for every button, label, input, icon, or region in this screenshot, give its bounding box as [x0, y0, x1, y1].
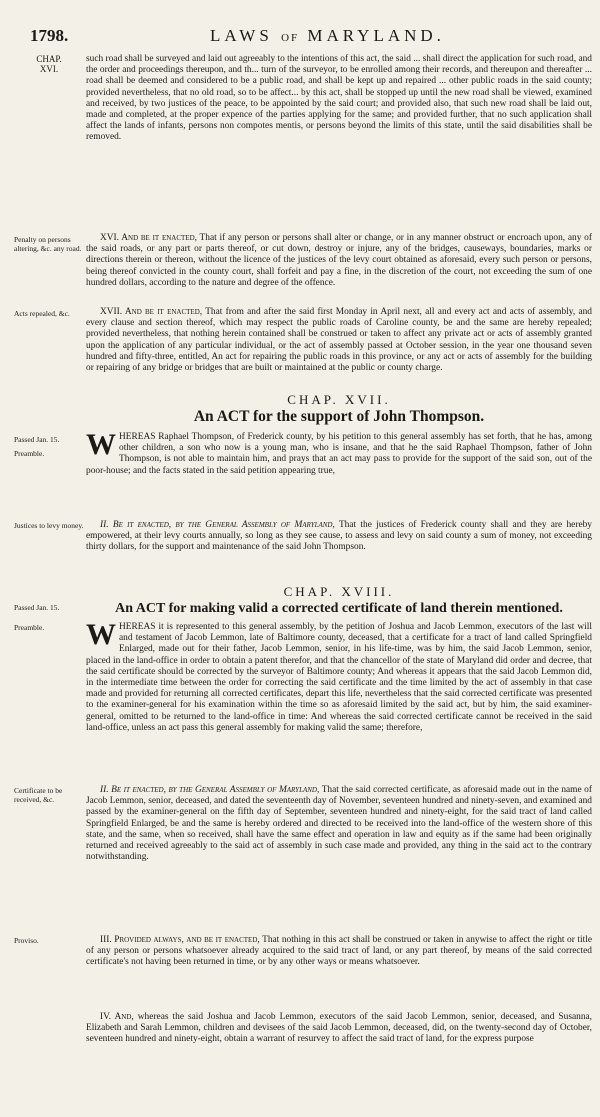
section-ii-thompson: [86, 520, 592, 554]
section-iv-lemmon: [86, 1012, 592, 1046]
paragraph-text: HEREAS it is represented to this general assembly, by the petition of Joshua and Jacob Lemmon, executors of the last will and testament of Jacob Lemmon, late of Baltimore county, deceased, that a certificate for a tract of land called Springfield Enlarged, made out for their father, Jacob Lemmon, senior, in his life-time, was by him, the said Jacob Lemmon, senior, placed in the land-office in order to obtain a patent therefor, and that the chancellor of the state of Maryland did order and decree, that the said certificate should be corrected by the surveyor of Baltimore county; And whereas it appears that the said Jacob Lemmon did, in the intermediate time between the order for correcting the said certificate and the time limited by the act of assembly in that case made and provided for returning all corrected certificates, depart this life, nevertheless that the said corrected certificate was presented to the examiner-general for his examination within the time so as aforesaid limited by the said act, but by him, the said examiner-general, omitted to be returned to the land-office in time: And whereas the said corrected certificate cannot be received in the said land-office, unless an act pass this general assembly for making valid the same; therefore,: [86, 622, 592, 733]
section-continuation: [86, 54, 592, 144]
paragraph-text: That nothing in this act shall be construed or taken in anywise to affect the right or title of any person or persons whatsoever already acquired to the said tract of land, or any part thereof, by means of the said corrected certificate's not having been returned in time, or by any other ways or means whatsoever.: [86, 935, 592, 968]
enacting-clause: II. Be it enacted, by the General Assembly of Maryland,: [100, 520, 335, 530]
margin-acts-repealed: Acts repealed, &c.: [14, 309, 70, 318]
paragraph-warrant: [86, 1012, 592, 1046]
paragraph-text: That from and after the said first Monday in April next, all and every act and acts of assembly, and every clause and section thereof, which may respect the public roads of Caroline county, be and the same are hereby repealed; provided nevertheless, that nothing herein contained shall be construed or taken to affect any private act or acts of assembly granted upon the application of any particular individual, or the act of assembly passed at October session, in the year one thousand seven hundred and fifty-three, entitled, An act for repairing the public roads in this province, or any act or acts of assembly for the building or repairing of any bridge or bridges that are built or maintained at the public or county charge.: [86, 307, 592, 374]
page-year: 1798.: [30, 26, 69, 45]
paragraph-road-survey: such road shall be surveyed and laid out agreeably to the intentions of this act, the said ... shall direct the application for such road, and the order and proceedings thereupon, and th... turn of the surveyor, to be enrolled among their records, and thereupon and thereafter ... road shall be deemed and considered to be a public road, and shall be kept up and repaired ... other public roads in the said county; provided nevertheless, that no old road, so to be affect... by this act, shall be stopped up until the new road shall be viewed, examined and received, by two justices of the peace, to be appointed by the said court; and provided also, that such new road shall be laid out, made and completed, at the proper expence of the parties applying for the same; and provided further, that no such application shall affect the lands of infants, persons non compotes mentis, or persons beyond the limits of this state, until the said disabilities shall be removed.: [86, 54, 592, 143]
title-maryland: MARYLAND.: [307, 26, 445, 45]
margin-passed-1: Passed Jan. 15.: [14, 435, 60, 444]
title-laws: LAWS: [210, 26, 273, 45]
margin-preamble-1: Preamble.: [14, 449, 45, 458]
enacting-clause: XVII. And be it enacted,: [100, 307, 203, 317]
preamble-thompson: [86, 428, 592, 477]
paragraph-penalty: [86, 233, 592, 289]
act-title: An ACT for the support of John Thompson.: [193, 408, 485, 425]
margin-penalty: Penalty on persons altering, &c. any road.: [14, 235, 82, 253]
section-ii-lemmon: [86, 785, 592, 863]
enacting-clause: XVI. And be it enacted,: [100, 233, 197, 243]
act-title: An ACT for making valid a corrected certificate of land therein mentioned.: [115, 601, 563, 616]
chapter-xvii-heading: [86, 392, 592, 425]
drop-cap: W: [86, 428, 116, 461]
chapter-xviii-heading: [86, 584, 592, 617]
margin-justices: Justices to levy money.: [14, 521, 84, 530]
section-iii-lemmon: [86, 935, 592, 969]
section-xvii: [86, 307, 592, 374]
margin-preamble-2: Preamble.: [14, 623, 45, 632]
preamble-lemmon: [86, 618, 592, 734]
paragraph-levy: [86, 520, 592, 554]
margin-passed-2: Passed Jan. 15.: [14, 603, 60, 612]
chapter-number: CHAP. XVIII.: [283, 584, 395, 599]
paragraph-certificate: [86, 785, 592, 863]
margin-chap-word: CHAP.: [36, 54, 62, 64]
page-title: [210, 26, 445, 46]
paragraph-preamble: [86, 428, 592, 477]
margin-proviso: Proviso.: [14, 936, 39, 945]
margin-certificate: Certificate to be received, &c.: [14, 786, 63, 804]
paragraph-text: That the justices of Frederick county shall and they are hereby empowered, at their levy courts annually, so long as they see cause, to assess and levy on said county a sum of money, not exceeding thirty dollars, for the support and maintenance of the said John Thompson.: [86, 520, 592, 553]
paragraph-text: That the said corrected certificate, as aforesaid made out in the name of Jacob Lemmon, senior, deceased, and dated the seventeenth day of November, seventeen hundred and ninety-seven, and examined and passed by the examiner-general on the fifth day of September, seventeen hundred and ninety-eight, for the said tract of land called Springfield Enlarged, be and the same is hereby ordered and directed to be received into the land-office of the western shore of this state, and the same, when so received, shall have the same effect and operation in law and equity as if the same had been originally returned and received agreeably to the said act of assembly in such case made and provided, any thing in the said act to the contrary notwithstanding.: [86, 785, 592, 863]
paragraph-repeal: [86, 307, 592, 374]
paragraph-text: HEREAS Raphael Thompson, of Frederick county, by his petition to this general assembly has set forth, that he has, among other children, a son who now is a young man, who is insane, and that he the said Raphael Thompson, father of John Thompson, is not able to maintain him, and prays that an act may pass to provide for the support of the said son, out of the poor-house; and the facts stated in the said petition appearing true,: [86, 432, 592, 476]
paragraph-text: That if any person or persons shall alter or change, or in any manner obstruct or encroach upon, any of the said roads, or any part or parts thereof, or cut down, destroy or injure, any of the bridges, causeways, boundaries, marks or directions therein or thereon, without the licence of the justices of the levy court obtained as aforesaid, every such person or persons, being thereof convicted in the county court, shall forfeit and pay a fine, in the discretion of the court, not exceeding the sum of one hundred dollars, according to the nature and degree of the offence.: [86, 233, 592, 288]
margin-chap-label: [14, 54, 84, 74]
paragraph-preamble: [86, 618, 592, 734]
paragraph-text: whereas the said Joshua and Jacob Lemmon, executors of the said Jacob Lemmon, senior, deceased, and Susanna, Elizabeth and Sarah Lemmon, children and devisees of the said Jacob Lemmon, deceased, did, on the twenty-second day of October, seventeen hundred and ninety-eight, obtain a warrant of resurvey to affect the said tract of land, for the express purpose: [86, 1012, 593, 1045]
enacting-clause: III. Provided always, and be it enacted,: [100, 935, 260, 945]
running-head: [30, 26, 590, 48]
title-of: OF: [281, 32, 300, 44]
margin-chap-number: XVI.: [39, 64, 59, 74]
section-xvi: [86, 233, 592, 289]
enacting-clause: II. Be it enacted, by the General Assembly of Maryland,: [100, 785, 320, 795]
enacting-clause: IV. And,: [100, 1012, 134, 1022]
paragraph-proviso: [86, 935, 592, 969]
chapter-number: CHAP. XVII.: [287, 392, 391, 407]
drop-cap: W: [86, 618, 116, 651]
